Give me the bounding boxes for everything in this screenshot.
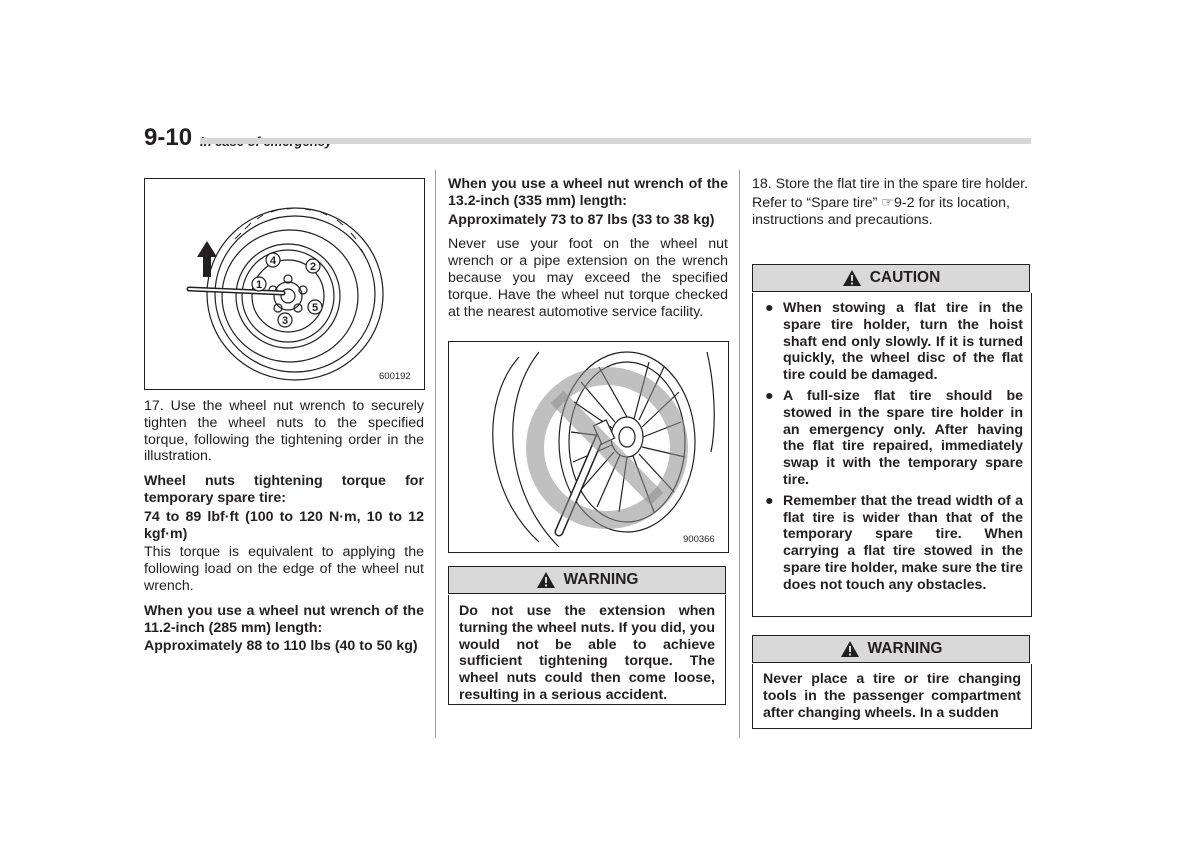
warning-body	[448, 595, 726, 705]
page-number: 9-10	[144, 124, 193, 151]
right-column-text	[752, 176, 1031, 236]
bullet-icon: ●	[765, 387, 774, 404]
warning-text: Never place a tire or tire changing tools in the passenger compartment after changing wheels. In a sudden	[763, 671, 1021, 721]
refer-text: Refer to “Spare tire” ☞9-2 for its location, instructions and precautions.	[752, 194, 1010, 228]
wrench-11-value: Approximately 88 to 110 lbs (40 to 50 kg)	[144, 638, 418, 655]
wrench-13-value: Approximately 73 to 87 lbs (33 to 38 kg)	[448, 211, 715, 228]
warning-triangle-icon	[536, 571, 556, 589]
torque-title: Wheel nuts tightening torque for temporary spare tire:	[144, 473, 424, 506]
caution-list	[761, 300, 1023, 594]
header-rule	[200, 138, 1031, 144]
step-18-text: 18. Store the flat tire in the spare tire holder.	[752, 176, 1029, 192]
tightening-order-figure	[144, 178, 425, 390]
warning-header	[448, 566, 726, 594]
caution-item: ● When stowing a flat tire in the spare tire holder, turn the hoist shaft end only slowly. If it is turned quickly, the wheel disc of the flat tire could be damaged.	[765, 300, 1023, 384]
column-divider-right	[739, 170, 740, 738]
wrench-13-title: When you use a wheel nut wrench of the 13.2-inch (335 mm) length:	[448, 176, 728, 209]
torque-note: This torque is equivalent to applying the following load on the edge of the wheel nut wrench.	[144, 544, 424, 594]
warning-label: WARNING	[867, 640, 943, 657]
bullet-icon: ●	[765, 300, 774, 316]
bullet-icon: ●	[765, 492, 774, 509]
figure-code: 600192	[379, 371, 411, 382]
warning-text: Do not use the extension when turning the wheel nuts. If you did, you would not be able to achieve sufficient tightening torque. The wheel nuts could then come loose, resulting in a serious accident.	[459, 603, 715, 703]
caution-label: CAUTION	[869, 269, 941, 286]
extension-prohibited-figure	[448, 341, 729, 553]
warning-triangle-icon	[840, 640, 860, 658]
warning-header-right	[752, 635, 1030, 663]
foot-warning-text: Never use your foot on the wheel nut wrench or a pipe extension on the wrench because you may exceed the specified torque. Have the wheel nut torque checked at the nearest automotive service facility.	[448, 236, 728, 320]
caution-body	[752, 293, 1032, 617]
tire-illustration	[145, 179, 424, 389]
order-label-1: 1	[255, 279, 263, 291]
step-17-text: 17. Use the wheel nut wrench to securely tighten the wheel nuts to the specified torque, following the tightening order in the illustration.	[144, 398, 424, 465]
order-label-3: 3	[281, 315, 289, 327]
column-divider-left	[435, 170, 436, 738]
wheel-with-extension-illustration	[449, 342, 728, 552]
warning-label: WARNING	[563, 571, 639, 588]
order-label-2: 2	[309, 261, 317, 273]
caution-triangle-icon	[842, 269, 862, 287]
order-label-4: 4	[269, 255, 277, 267]
wrench-11-title: When you use a wheel nut wrench of the 11.2-inch (285 mm) length:	[144, 602, 424, 636]
figure-code: 900366	[683, 534, 715, 545]
warning-body-right	[752, 664, 1032, 729]
middle-column-text	[448, 176, 728, 328]
caution-header	[752, 264, 1030, 292]
torque-value: 74 to 89 lbf·ft (100 to 120 N·m, 10 to 12 kgf·m)	[144, 508, 424, 542]
caution-item: ● A full-size flat tire should be stowed in the spare tire holder in an emergency only. After having the flat tire repaired, immediately swap it with the temporary spare tire.	[765, 387, 1023, 488]
order-label-5: 5	[311, 302, 319, 314]
caution-item: ● Remember that the tread width of a flat tire is wider than that of the temporary spare tire. When carrying a flat tire stowed in the spare tire holder, make sure the tire does not touch any obstacles.	[765, 492, 1023, 593]
left-column-text	[144, 398, 424, 663]
